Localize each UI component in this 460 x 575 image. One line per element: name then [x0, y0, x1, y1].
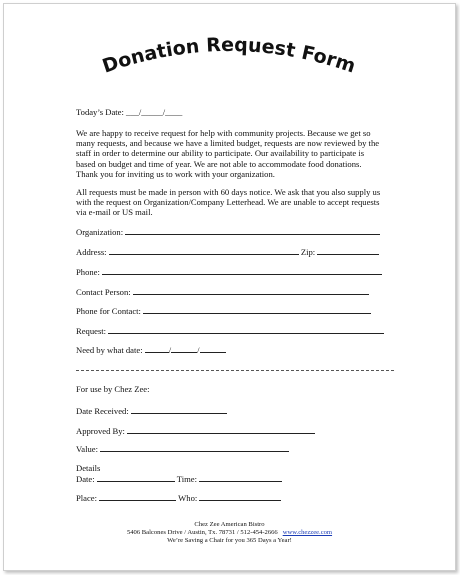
phone-label: Phone:	[76, 267, 100, 277]
phone-for-contact-label: Phone for Contact:	[76, 306, 141, 316]
todays-date-row	[76, 107, 182, 117]
address-row	[76, 246, 379, 257]
phone-for-contact-field[interactable]	[143, 305, 371, 314]
request-label: Request:	[76, 326, 107, 336]
approved-by-row	[76, 425, 315, 436]
organization-row	[76, 226, 380, 237]
requirements-paragraph: All requests must be made in person with 60 days notice. We ask that you also supply us with the request on Organization/Company Letterhead. We are unable to accept requests via e-mail or US mail.	[76, 187, 381, 218]
details-place-label: Place:	[76, 493, 97, 503]
place-who-row	[76, 492, 281, 503]
details-label: Details	[76, 463, 101, 473]
todays-date-label: Today’s Date:	[76, 107, 124, 117]
page-title	[74, 29, 384, 89]
value-row	[76, 443, 289, 454]
footer-name: Chez Zee American Bistro	[194, 521, 265, 528]
details-who-field[interactable]	[199, 492, 281, 501]
request-row	[76, 325, 384, 336]
phone-field[interactable]	[102, 266, 382, 275]
details-time-label: Time:	[176, 474, 198, 484]
need-by-year-field[interactable]	[200, 344, 226, 353]
request-field[interactable]	[108, 325, 384, 334]
phone-row	[76, 266, 382, 277]
contact-person-field[interactable]	[133, 286, 369, 295]
todays-date-value: ___/_____/____	[126, 107, 183, 117]
approved-by-label: Approved By:	[76, 426, 125, 436]
details-who-label: Who:	[178, 493, 198, 503]
need-by-date-row: Need by what date: / /	[76, 344, 226, 355]
value-field[interactable]	[100, 443, 289, 452]
address-label: Address:	[76, 247, 107, 257]
details-place-field[interactable]	[99, 492, 176, 501]
address-field[interactable]	[109, 246, 299, 255]
title-text: Donation Request Form	[99, 33, 359, 78]
date-received-field[interactable]	[131, 405, 227, 414]
need-by-date-label: Need by what date:	[76, 345, 143, 355]
value-label: Value:	[76, 444, 98, 454]
office-use-heading: For use by Chez Zee:	[76, 384, 150, 394]
intro-paragraph: We are happy to receive request for help with community projects. Because we get so many requests, and because we have a limited budget, requests are now reviewed by the staff in order to determine our ability to participate. Our availability to participate is based on budget and time of year. We are not able to accommodate food donations. Thank you for inviting us to work with your organization.	[76, 128, 380, 179]
footer-tagline: We’re Saving a Chair for you 365 Days a Year!	[167, 536, 292, 544]
need-by-month-field[interactable]	[145, 344, 169, 353]
contact-person-row	[76, 286, 369, 297]
footer-address: 5406 Balcones Drive / Austin, Tx. 78731 / 512-454-2666	[126, 528, 278, 536]
details-time-field[interactable]	[199, 473, 282, 482]
organization-label: Organization:	[76, 227, 124, 237]
date-received-row	[76, 405, 227, 416]
footer-address-line	[4, 529, 455, 537]
zip-field[interactable]	[317, 246, 379, 255]
section-divider	[76, 370, 394, 371]
need-by-day-field[interactable]	[171, 344, 197, 353]
document-page	[3, 3, 456, 571]
date-received-label: Date Received:	[76, 406, 129, 416]
contact-person-label: Contact Person:	[76, 287, 131, 297]
approved-by-field[interactable]	[127, 425, 315, 434]
details-date-label: Date:	[76, 474, 95, 484]
phone-for-contact-row	[76, 305, 371, 316]
footer-website-link[interactable]: www.chezzee.com	[282, 528, 333, 536]
organization-field[interactable]	[125, 226, 380, 235]
footer	[4, 521, 455, 544]
date-time-row	[76, 473, 282, 484]
details-date-field[interactable]	[97, 473, 175, 482]
zip-label: Zip:	[300, 247, 316, 257]
